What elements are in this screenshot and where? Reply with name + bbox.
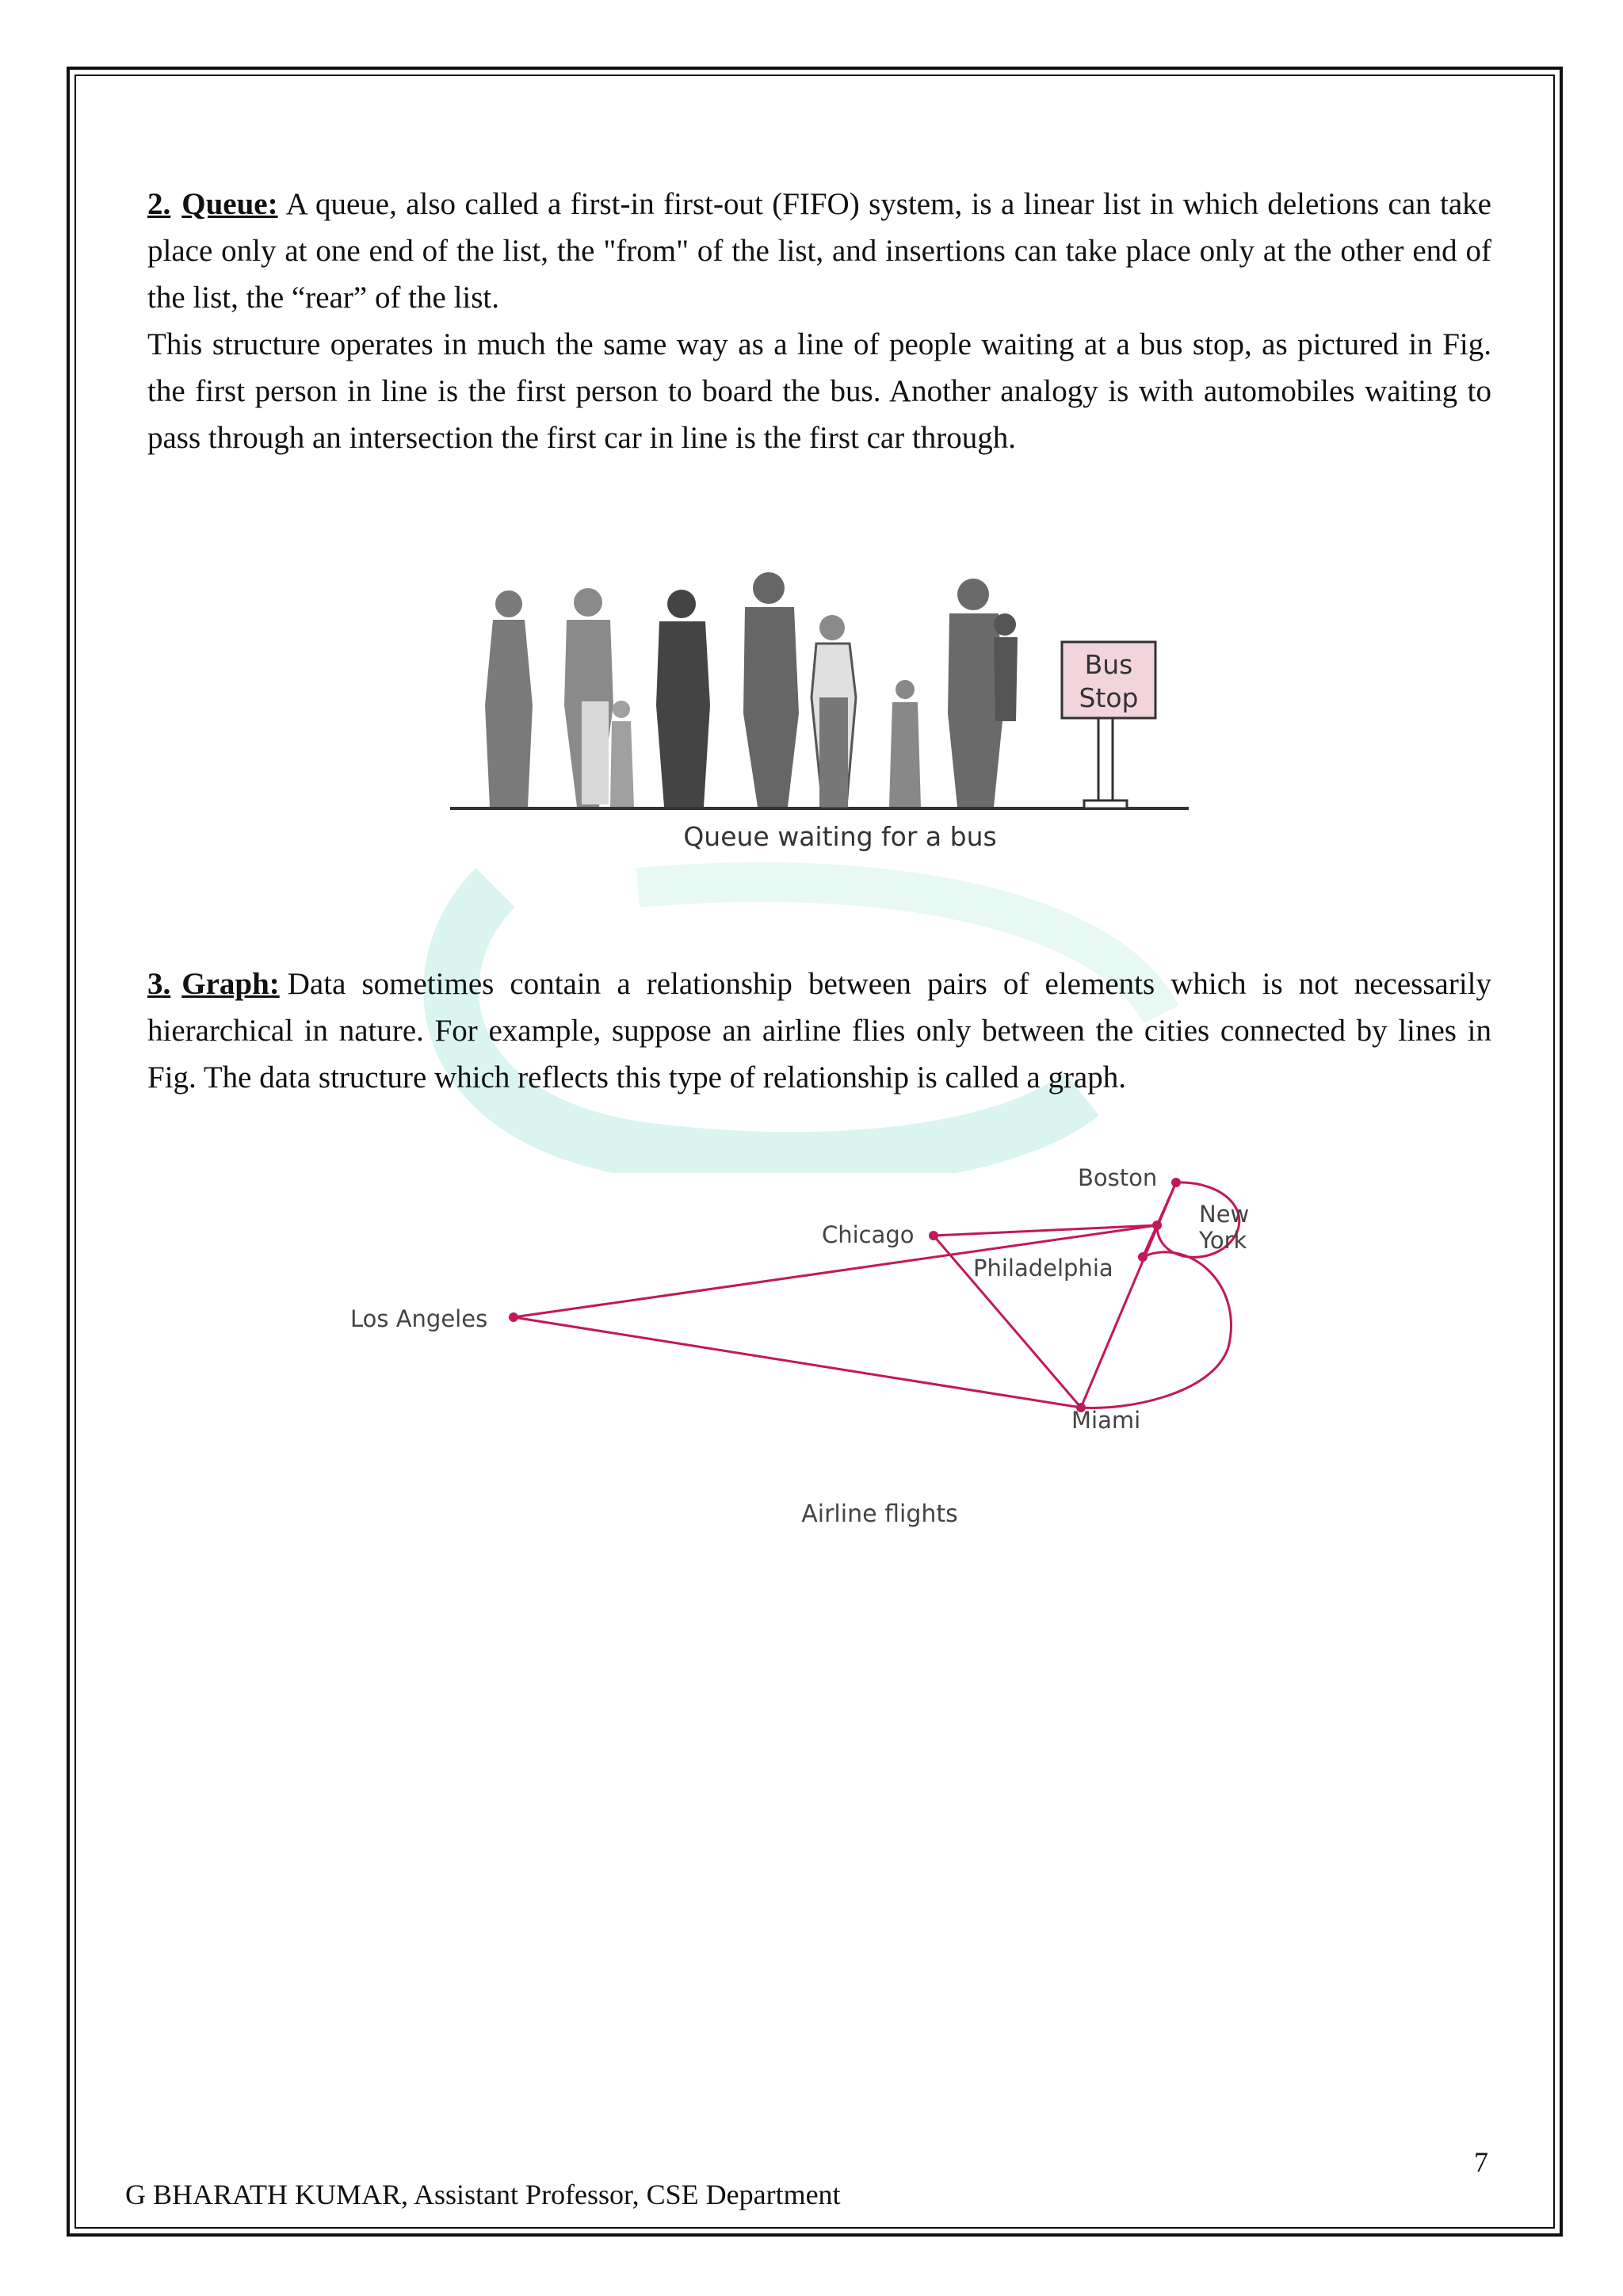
person-1-figure (485, 590, 533, 807)
graph-heading: Graph: (181, 967, 280, 1001)
queue-text-1: A queue, also called a first-in first-out (FIFO) system, is a linear list in which deletions can take place only at one end of the list, the "from" of the list, and insertions can take place only at the other end of the list, the “rear” of the list. (147, 187, 1491, 315)
graph-figure-caption: Airline flights (801, 1500, 958, 1528)
node-la (509, 1312, 518, 1322)
city-label-chicago: Chicago (822, 1221, 915, 1248)
node-newyork (1152, 1221, 1162, 1230)
node-philadelphia (1138, 1252, 1148, 1262)
edge-new-york-boston (1157, 1182, 1176, 1225)
page-number: 7 (1474, 2146, 1488, 2178)
airline-graph-figure (333, 1141, 1331, 1506)
city-label-new-york-line2: York (1199, 1227, 1247, 1254)
person-2-figure (564, 588, 613, 807)
footer-author: G BHARATH KUMAR, Assistant Professor, CSE Department (125, 2179, 841, 2210)
queue-heading: Queue: (181, 187, 278, 221)
bus-stop-sign-line2: Stop (1079, 682, 1139, 713)
queue-section-number: 2. (147, 187, 171, 221)
bus-stop-sign (1062, 642, 1155, 808)
city-label-philadelphia: Philadelphia (973, 1255, 1113, 1282)
graph-section-number: 3. (147, 967, 171, 1001)
city-label-new-york-line1: New (1199, 1201, 1250, 1228)
node-boston (1171, 1178, 1181, 1187)
child-2-figure (889, 680, 921, 807)
person-4-figure (743, 572, 799, 807)
graph-paragraph (147, 961, 1491, 1101)
bus-stop-sign-line1: Bus (1084, 649, 1133, 680)
queue-illustration (444, 555, 1276, 864)
person-5-figure (812, 615, 856, 807)
city-label-miami: Miami (1071, 1407, 1141, 1434)
edge-los-angeles-miami (514, 1317, 1081, 1408)
graph-section (147, 961, 1491, 1101)
node-chicago (929, 1231, 938, 1240)
queue-paragraph-1 (147, 181, 1491, 321)
queue-section (147, 181, 1491, 461)
queue-figure-caption: Queue waiting for a bus (683, 821, 997, 852)
child-1-figure (610, 701, 634, 807)
city-label-los-angeles: Los Angeles (350, 1305, 488, 1332)
graph-text: Data sometimes contain a relationship between pairs of elements which is not necessarily hierarchical in nature. For example, suppose an airline flies only between the cities connected by lines in Fig. The data structure which reflects this type of relationship is called a graph. (147, 967, 1491, 1095)
person-6-figure (948, 579, 1018, 807)
person-3-figure (656, 590, 710, 807)
queue-paragraph-2: This structure operates in much the same way as a line of people waiting at a bus stop, as pictured in Fig. the first person in line is the first person to board the bus. Another analogy is with automobiles waiting to pass through an intersection the first car in line is the first car through. (147, 327, 1491, 455)
city-label-boston: Boston (1078, 1164, 1158, 1191)
